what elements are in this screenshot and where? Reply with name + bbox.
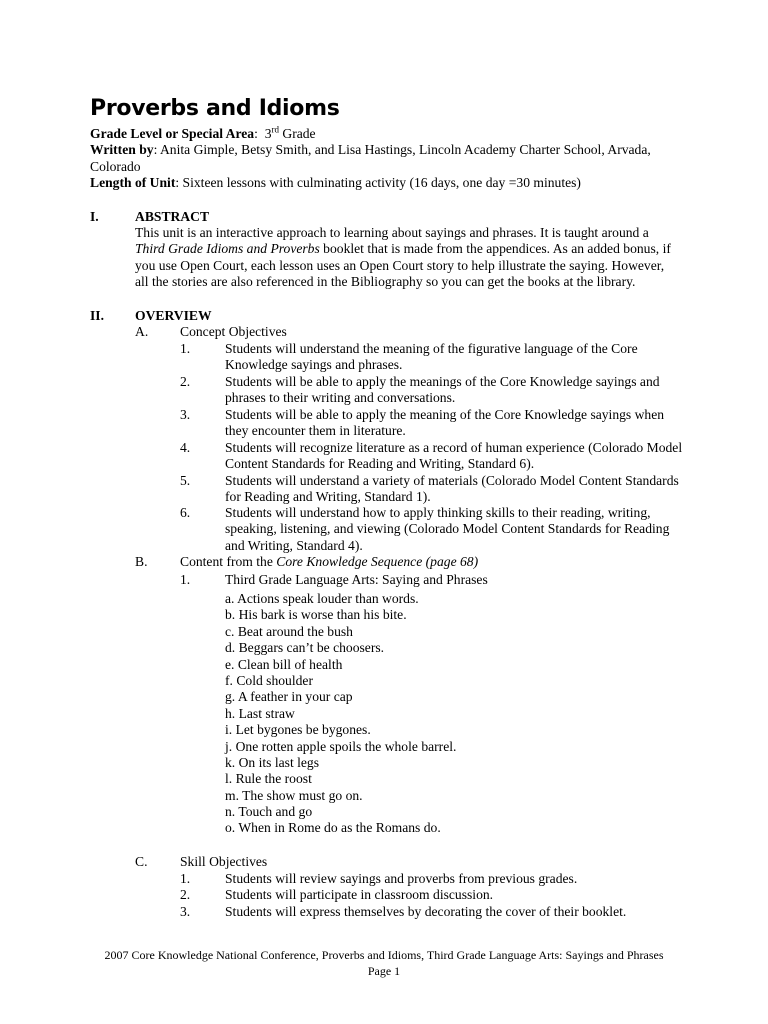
subsection-letter-a: A. (135, 324, 149, 339)
saying-item: m. The show must go on. (225, 787, 363, 803)
section-number: II. (90, 308, 104, 323)
saying-item: i. Let bygones be bygones. (225, 722, 371, 738)
skill-objectives-heading: Skill Objectives (180, 854, 268, 869)
section-title: ABSTRACT (135, 209, 210, 224)
concept-objective-item: Students will understand how to apply thinking skills to their reading, writing, speaking, listening, and viewing (Colorado Model Content Standards for Reading and Writing, Standard 4). (225, 505, 670, 553)
sayings-list (225, 591, 625, 837)
abstract-text-2: booklet that is made from the appendices. As an added bonus, if you use Open Court, each lesson uses an Open Court story to help illustrate the saying. However, all the stories are also referenced in the Bibliography so you can get the books at the library. (135, 241, 671, 290)
booklet-title: Third Grade Idioms and Proverbs (135, 241, 320, 257)
page-number: Page 1 (367, 964, 401, 978)
abstract-text-1: This unit is an interactive approach to learning about sayings and phrases. It is taught around a (135, 225, 649, 240)
objective-number: 6. (180, 505, 191, 520)
skill-number: 3. (180, 904, 191, 919)
content-heading (180, 554, 478, 570)
saying-item: l. Rule the roost (225, 771, 312, 787)
grade-level-label: Grade Level or Special Area (90, 126, 255, 141)
footer-conference-line: 2007 Core Knowledge National Conference, Proverbs and Idioms, Third Grade Language Arts: Sayings and Phrases (104, 948, 664, 962)
length-of-unit-label: Length of Unit (90, 175, 176, 191)
concept-objective-item: Students will recognize literature as a record of human experience (Colorado Model Content Standards for Reading and Writing, Standard 6). (225, 440, 683, 472)
objective-number: 5. (180, 473, 191, 488)
skill-objective-item: Students will participate in classroom discussion. (225, 887, 494, 902)
length-of-unit-line (90, 175, 690, 191)
written-by-label: Written by (90, 142, 154, 158)
unit-metadata (90, 126, 690, 192)
saying-item: g. A feather in your cap (225, 689, 353, 705)
objective-number: 4. (180, 440, 191, 455)
grade-level-value: Grade (278, 126, 316, 141)
objective-number: 2. (180, 374, 191, 389)
sayings-heading: Third Grade Language Arts: Saying and Phrases (225, 572, 488, 587)
subsection-letter-b: B. (135, 554, 148, 569)
concept-objective-item: Students will be able to apply the meaning of the Core Knowledge sayings when they encounter them in literature. (225, 407, 665, 439)
saying-item: k. On its last legs (225, 754, 320, 770)
section-number: I. (90, 209, 99, 224)
concept-objective-item: Students will understand the meaning of the figurative language of the Core Knowledge sayings and phrases. (225, 341, 638, 373)
skill-number: 2. (180, 887, 191, 902)
length-of-unit-value: : Sixteen lessons with culminating activity (16 days, one day =30 minutes) (175, 175, 581, 191)
objective-number: 1. (180, 341, 191, 356)
saying-item: e. Clean bill of health (225, 656, 343, 672)
saying-item: h. Last straw (225, 705, 295, 721)
sequence-reference: Core Knowledge Sequence (page 68) (276, 554, 479, 569)
written-by-line (90, 142, 690, 175)
document-title: Proverbs and Idioms (90, 96, 340, 121)
objective-number: 3. (180, 407, 191, 422)
saying-item: o. When in Rome do as the Romans do. (225, 820, 441, 836)
skill-objective-item: Students will express themselves by decorating the cover of their booklet. (225, 904, 627, 919)
grade-level-suffix: rd (271, 124, 279, 135)
saying-item: f. Cold shoulder (225, 672, 313, 688)
grade-level-line: Grade Level or Special Area: 3rd Grade (90, 124, 316, 141)
saying-item: j. One rotten apple spoils the whole barrel. (225, 738, 457, 754)
concept-objectives-heading: Concept Objectives (180, 324, 287, 339)
content-number: 1. (180, 572, 191, 587)
saying-item: a. Actions speak louder than words. (225, 591, 419, 606)
grade-level-number: 3 (264, 126, 272, 141)
skill-number: 1. (180, 871, 191, 886)
content-heading-text: Content from the (180, 554, 277, 569)
abstract-paragraph (135, 225, 675, 291)
written-by-value: : Anita Gimple, Betsy Smith, and Lisa Hastings, Lincoln Academy Charter School, Arvada, Colorado (90, 142, 651, 174)
saying-item: d. Beggars can’t be choosers. (225, 640, 385, 656)
section-title: OVERVIEW (135, 308, 212, 323)
skill-objective-item: Students will review sayings and proverbs from previous grades. (225, 871, 578, 886)
saying-item: b. His bark is worse than his bite. (225, 607, 407, 623)
saying-item: c. Beat around the bush (225, 623, 353, 639)
concept-objective-item: Students will be able to apply the meanings of the Core Knowledge sayings and phrases to their writing and conversations. (225, 374, 660, 406)
page-footer (60, 947, 708, 979)
saying-item: n. Touch and go (225, 804, 313, 820)
subsection-letter-c: C. (135, 854, 148, 869)
concept-objective-item: Students will understand a variety of materials (Colorado Model Content Standards for Reading and Writing, Standard 1). (225, 473, 679, 505)
